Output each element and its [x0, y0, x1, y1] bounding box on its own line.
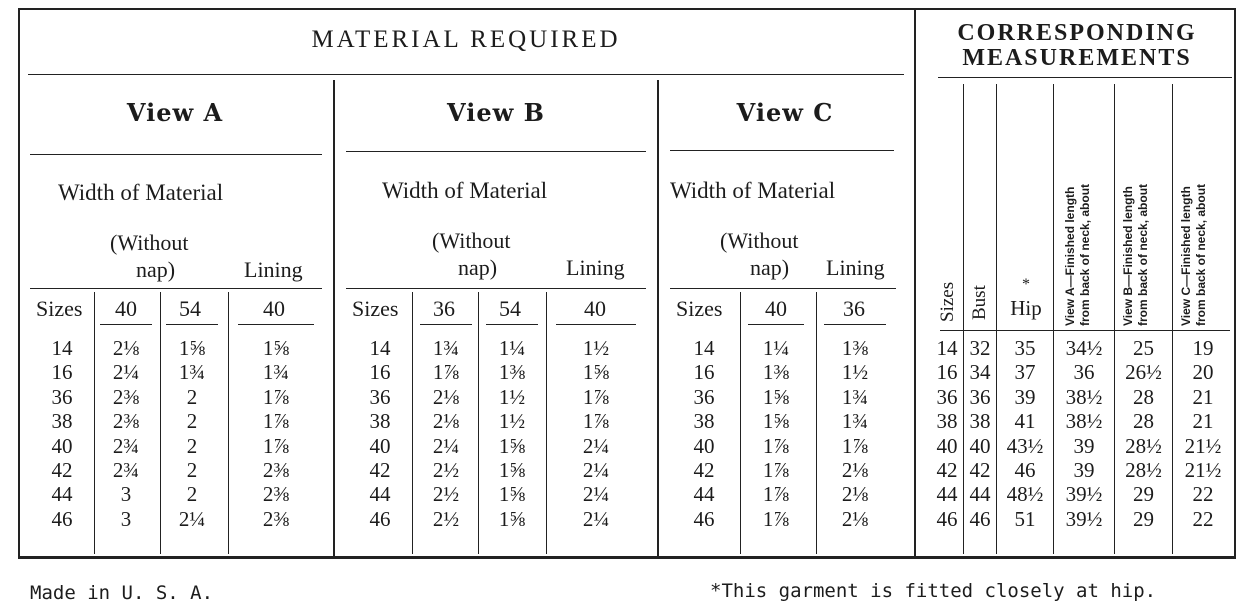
- meas-hip-cell: 39: [1014, 384, 1036, 409]
- view-a-c2-col: [166, 336, 218, 531]
- view-b-c2-col: [486, 336, 538, 531]
- meas-bust-cell: 46: [969, 506, 991, 531]
- meas-sizes-cell: 36: [936, 384, 958, 409]
- view-a-c1-cell: 2¾: [112, 458, 140, 483]
- view-a-sizes-cell: 44: [51, 482, 73, 507]
- view-a-sizes-cell: 16: [51, 360, 73, 385]
- view-b-header-rule: [346, 288, 646, 289]
- view-c-sizes-cell: 46: [693, 506, 715, 531]
- view-a-c2-cell: 2: [186, 433, 198, 458]
- view-c-c2-cell: 1¾: [841, 409, 869, 434]
- meas-sizes-cell: 46: [936, 506, 958, 531]
- view-c-col-1: 40: [765, 296, 787, 321]
- view-b-sizes-cell: 42: [369, 458, 391, 483]
- meas-sizes-cell: 38: [936, 409, 958, 434]
- view-b-c2-cell: 1½: [498, 409, 526, 434]
- view-a-sizes-cell: 40: [51, 433, 73, 458]
- view-c-sub-rule-1: [748, 324, 804, 325]
- view-c-c1-cell: 1⅞: [762, 458, 790, 483]
- view-c-c1-col: [748, 336, 804, 531]
- meas-bust-col: [964, 336, 996, 531]
- view-c-width-label: Width of Material: [670, 178, 836, 203]
- view-b-col-rule-2: [478, 292, 479, 554]
- meas-col-view-b-2: from back of neck, about: [1136, 183, 1150, 326]
- view-c-sizes-col: [680, 336, 728, 531]
- view-b-sizes-cell: 36: [369, 384, 391, 409]
- meas-view-b-cell: 26½: [1125, 360, 1162, 385]
- view-c-sizes-cell: 38: [693, 409, 715, 434]
- view-c-c1-cell: 1⅝: [762, 409, 790, 434]
- view-a-header-rule: [30, 288, 322, 289]
- meas-sizes-cell: 16: [936, 360, 958, 385]
- view-a-col-1: 40: [115, 296, 137, 321]
- view-b-sub-rule-1: [420, 324, 472, 325]
- view-a-c1-cell: 2⅜: [112, 384, 140, 409]
- view-a-c3-cell: 1⅞: [262, 409, 290, 434]
- view-b-sizes-cell: 40: [369, 433, 391, 458]
- view-c-lining: Lining: [826, 255, 885, 280]
- view-b-sizes-col: [356, 336, 404, 531]
- view-b-c1-cell: 2¼: [432, 433, 460, 458]
- meas-hip-cell: 41: [1014, 409, 1036, 434]
- section-divider: [914, 8, 916, 558]
- meas-view-c-cell: 20: [1192, 360, 1214, 385]
- meas-view-b-cell: 28: [1133, 409, 1154, 434]
- view-a-col-3: 40: [263, 296, 285, 321]
- meas-view-c-col: [1173, 336, 1233, 531]
- view-b-sub-rule-3: [556, 324, 636, 325]
- view-a-c3-cell: 1⅞: [262, 433, 290, 458]
- table-right-border: [1234, 8, 1236, 558]
- table-top-border: [18, 8, 1236, 10]
- view-a-c3-cell: 2⅜: [262, 482, 290, 507]
- fit-note: *This garment is fitted closely at hip.: [710, 580, 1157, 602]
- view-a-c1-cell: 2⅛: [112, 336, 140, 360]
- meas-view-a-cell: 38½: [1065, 384, 1103, 409]
- view-a-sizes-cell: 46: [51, 506, 73, 531]
- material-title: MATERIAL REQUIRED: [311, 26, 621, 53]
- view-a-sub-rule-3: [238, 324, 314, 325]
- meas-view-b-cell: 28½: [1125, 458, 1162, 483]
- meas-view-b-cell: 29: [1133, 482, 1154, 507]
- view-b-heading-rule: [346, 151, 646, 152]
- view-b-c3-cell: 2¼: [582, 482, 610, 507]
- view-a-c2-cell: 2: [186, 458, 198, 483]
- view-a-c1-col: [100, 336, 152, 531]
- view-a-sub-rule-2: [166, 324, 218, 325]
- meas-view-a-cell: 34½: [1065, 336, 1103, 360]
- view-b-c1-cell: 1¾: [432, 336, 460, 360]
- view-c-sizes-cell: 42: [693, 458, 715, 483]
- meas-view-c-cell: 22: [1192, 482, 1214, 507]
- view-a-col-2: 54: [179, 296, 201, 321]
- meas-col-hip: Hip: [1010, 296, 1042, 320]
- view-b-c3-col: [556, 336, 636, 531]
- view-c-c1-cell: 1⅝: [762, 384, 790, 409]
- view-c-sizes-cell: 16: [693, 360, 715, 385]
- view-a-c2-cell: 2¼: [178, 506, 206, 531]
- meas-col-view-c-2: from back of neck, about: [1194, 183, 1208, 326]
- meas-header-rule: [940, 330, 1230, 331]
- meas-bust-cell: 36: [969, 384, 991, 409]
- view-b-c1-col: [420, 336, 472, 531]
- view-b-width-label: Width of Material: [382, 178, 548, 203]
- view-b-without: (Without: [432, 228, 511, 253]
- meas-view-b-cell: 25: [1133, 336, 1154, 360]
- view-b-c2-cell: 1⅝: [498, 506, 526, 531]
- view-b-c1-cell: 2⅛: [432, 384, 460, 409]
- view-b-c2-cell: 1⅝: [498, 433, 526, 458]
- view-a-col-sizes: Sizes: [36, 296, 83, 321]
- view-a-c1-cell: 2⅜: [112, 409, 140, 434]
- view-c-nap: nap): [750, 255, 790, 280]
- view-a-c2-cell: 1⅝: [178, 336, 206, 360]
- view-b-col-1: 36: [433, 296, 455, 321]
- meas-bust-cell: 34: [969, 360, 991, 385]
- view-b-c3-cell: 2¼: [582, 458, 610, 483]
- view-a-c3-col: [238, 336, 314, 531]
- meas-bust-cell: 32: [969, 336, 991, 360]
- view-a-sizes-cell: 42: [51, 458, 73, 483]
- meas-hip-cell: 43½: [1006, 433, 1044, 458]
- view-c-sizes-cell: 44: [693, 482, 715, 507]
- meas-view-b-cell: 29: [1133, 506, 1154, 531]
- view-b-c3-cell: 2¼: [582, 506, 610, 531]
- meas-view-b-cell: 28½: [1125, 433, 1162, 458]
- meas-view-a-cell: 36: [1073, 360, 1095, 385]
- view-c-c1-cell: 1⅜: [762, 360, 790, 385]
- meas-col-view-b-1: View B—Finished length: [1121, 186, 1135, 326]
- meas-hip-cell: 35: [1014, 336, 1036, 360]
- view-b-c3-cell: 1½: [582, 336, 610, 360]
- view-b-col-rule-3: [546, 292, 547, 554]
- view-c-c2-cell: 2⅛: [841, 458, 869, 483]
- view-a-c3-cell: 2⅜: [262, 458, 290, 483]
- view-b-c1-cell: 2½: [432, 482, 460, 507]
- view-a-sizes-cell: 38: [51, 409, 73, 434]
- view-c-c2-cell: 2⅛: [841, 506, 869, 531]
- view-b-c3-cell: 1⅞: [582, 409, 610, 434]
- meas-col-sizes: Sizes: [937, 281, 958, 322]
- view-c-c2-cell: 1¾: [841, 384, 869, 409]
- meas-view-a-cell: 39: [1073, 433, 1095, 458]
- view-b-sizes-cell: 16: [369, 360, 391, 385]
- measurements-title-1: CORRESPONDING: [957, 20, 1197, 46]
- meas-col-bust: Bust: [969, 285, 990, 320]
- view-b-sizes-cell: 44: [369, 482, 391, 507]
- meas-view-c-cell: 22: [1192, 506, 1214, 531]
- view-c-c2-cell: 2⅛: [841, 482, 869, 507]
- view-b-sizes-cell: 14: [369, 336, 391, 360]
- view-a-c3-cell: 1¾: [262, 360, 290, 385]
- meas-hip-col: [997, 336, 1053, 531]
- view-b-c2-cell: 1⅝: [498, 482, 526, 507]
- view-b-c1-cell: 1⅞: [432, 360, 460, 385]
- meas-hip-cell: 48½: [1006, 482, 1044, 507]
- title-underline: [28, 74, 904, 75]
- meas-view-b-cell: 28: [1133, 384, 1154, 409]
- view-c-heading-rule: [670, 150, 894, 151]
- view-c-without: (Without: [720, 228, 799, 253]
- view-c-c1-cell: 1¼: [762, 336, 790, 360]
- view-c-c2-col: [824, 336, 886, 531]
- meas-hip-star: *: [1022, 276, 1030, 293]
- view-c-header-rule: [670, 288, 896, 289]
- meas-hip-cell: 37: [1014, 360, 1036, 385]
- view-a-lining: Lining: [244, 257, 303, 282]
- view-b-lining: Lining: [566, 255, 625, 280]
- meas-view-c-cell: 21½: [1184, 458, 1222, 483]
- view-a-c1-cell: 2¾: [112, 433, 140, 458]
- view-a-c2-cell: 2: [186, 409, 198, 434]
- view-a-c3-cell: 2⅜: [262, 506, 290, 531]
- view-b-col-sizes: Sizes: [352, 296, 399, 321]
- view-c-c1-cell: 1⅞: [762, 506, 790, 531]
- view-b-c2-cell: 1¼: [498, 336, 526, 360]
- view-a-sizes-cell: 14: [51, 336, 73, 360]
- view-b-col-rule-1: [412, 292, 413, 554]
- view-a-width-label: Width of Material: [58, 180, 224, 205]
- meas-view-c-cell: 21: [1192, 384, 1214, 409]
- meas-sizes-cell: 40: [936, 433, 958, 458]
- meas-hip-cell: 51: [1014, 506, 1036, 531]
- meas-bust-cell: 42: [969, 458, 991, 483]
- meas-view-a-cell: 39½: [1065, 482, 1103, 507]
- view-a-sizes-col: [40, 336, 84, 531]
- view-a-c3-cell: 1⅝: [262, 336, 290, 360]
- view-b-c3-cell: 1⅞: [582, 384, 610, 409]
- view-b-heading: View B: [447, 98, 545, 127]
- view-b-c1-cell: 2½: [432, 458, 460, 483]
- view-b-c3-cell: 2¼: [582, 433, 610, 458]
- meas-sizes-col: [930, 336, 964, 531]
- view-b-sub-rule-2: [486, 324, 538, 325]
- measurements-title-underline: [938, 77, 1232, 78]
- meas-col-view-a-2: from back of neck, about: [1078, 183, 1092, 326]
- meas-view-c-cell: 21: [1192, 409, 1214, 434]
- meas-bust-cell: 38: [969, 409, 991, 434]
- view-b-c1-cell: 2½: [432, 506, 460, 531]
- view-b-c2-cell: 1⅜: [498, 360, 526, 385]
- view-a-heading-rule: [30, 154, 322, 155]
- view-b-c2-cell: 1⅝: [498, 458, 526, 483]
- view-a-heading: View A: [126, 98, 224, 127]
- view-c-c2-cell: 1½: [841, 360, 869, 385]
- view-a-c2-cell: 1¾: [178, 360, 206, 385]
- view-b-nap: nap): [458, 255, 498, 280]
- view-b-col-3: 40: [584, 296, 606, 321]
- meas-view-a-cell: 39: [1073, 458, 1095, 483]
- view-a-c1-cell: 3: [120, 482, 132, 507]
- view-a-c1-cell: 3: [120, 506, 132, 531]
- meas-sizes-cell: 44: [936, 482, 958, 507]
- view-c-col-sizes: Sizes: [676, 296, 723, 321]
- view-divider-bc: [657, 80, 659, 557]
- view-b-col-2: 54: [499, 296, 521, 321]
- view-a-sub-rule-1: [100, 324, 152, 325]
- meas-view-a-cell: 39½: [1065, 506, 1103, 531]
- view-c-col-rule-1: [740, 292, 741, 554]
- meas-sizes-cell: 42: [936, 458, 958, 483]
- meas-view-a-cell: 38½: [1065, 409, 1103, 434]
- table-bottom-border: [18, 556, 1236, 559]
- view-c-c2-cell: 1⅜: [841, 336, 869, 360]
- view-c-sizes-cell: 14: [693, 336, 715, 360]
- view-c-c2-cell: 1⅞: [841, 433, 869, 458]
- view-a-c2-cell: 2: [186, 384, 198, 409]
- meas-view-a-col: [1054, 336, 1114, 531]
- view-c-c1-cell: 1⅞: [762, 433, 790, 458]
- made-in-label: Made in U. S. A.: [30, 582, 214, 604]
- view-c-sizes-cell: 36: [693, 384, 715, 409]
- view-b-c3-cell: 1⅝: [582, 360, 610, 385]
- meas-sizes-cell: 14: [936, 336, 958, 360]
- view-a-c3-cell: 1⅞: [262, 384, 290, 409]
- meas-view-b-col: [1115, 336, 1172, 531]
- meas-view-c-cell: 21½: [1184, 433, 1222, 458]
- view-b-sizes-cell: 38: [369, 409, 391, 434]
- view-a-without: (Without: [110, 230, 189, 255]
- meas-bust-cell: 40: [969, 433, 991, 458]
- meas-hip-cell: 46: [1014, 458, 1036, 483]
- view-a-sizes-cell: 36: [51, 384, 73, 409]
- view-b-c2-cell: 1½: [498, 384, 526, 409]
- view-c-c1-cell: 1⅞: [762, 482, 790, 507]
- view-b-c1-cell: 2⅛: [432, 409, 460, 434]
- view-b-sizes-cell: 46: [369, 506, 391, 531]
- view-c-sizes-cell: 40: [693, 433, 715, 458]
- view-a-col-rule-1: [94, 292, 95, 554]
- view-a-c2-cell: 2: [186, 482, 198, 507]
- view-divider-ab: [333, 80, 335, 557]
- measurements-title-2: MEASUREMENTS: [962, 45, 1192, 71]
- table-left-border: [18, 8, 20, 558]
- view-a-c1-cell: 2¼: [112, 360, 140, 385]
- meas-col-view-c-1: View C—Finished length: [1179, 186, 1193, 326]
- view-c-heading: View C: [736, 98, 834, 127]
- view-c-sub-rule-2: [824, 324, 886, 325]
- meas-bust-cell: 44: [969, 482, 991, 507]
- view-a-nap: nap): [136, 257, 176, 282]
- meas-view-c-cell: 19: [1192, 336, 1214, 360]
- view-c-col-2: 36: [843, 296, 865, 321]
- meas-col-view-a-1: View A—Finished length: [1063, 186, 1077, 326]
- view-a-col-rule-2: [160, 292, 161, 554]
- view-c-col-rule-2: [816, 292, 817, 554]
- view-a-col-rule-3: [228, 292, 229, 554]
